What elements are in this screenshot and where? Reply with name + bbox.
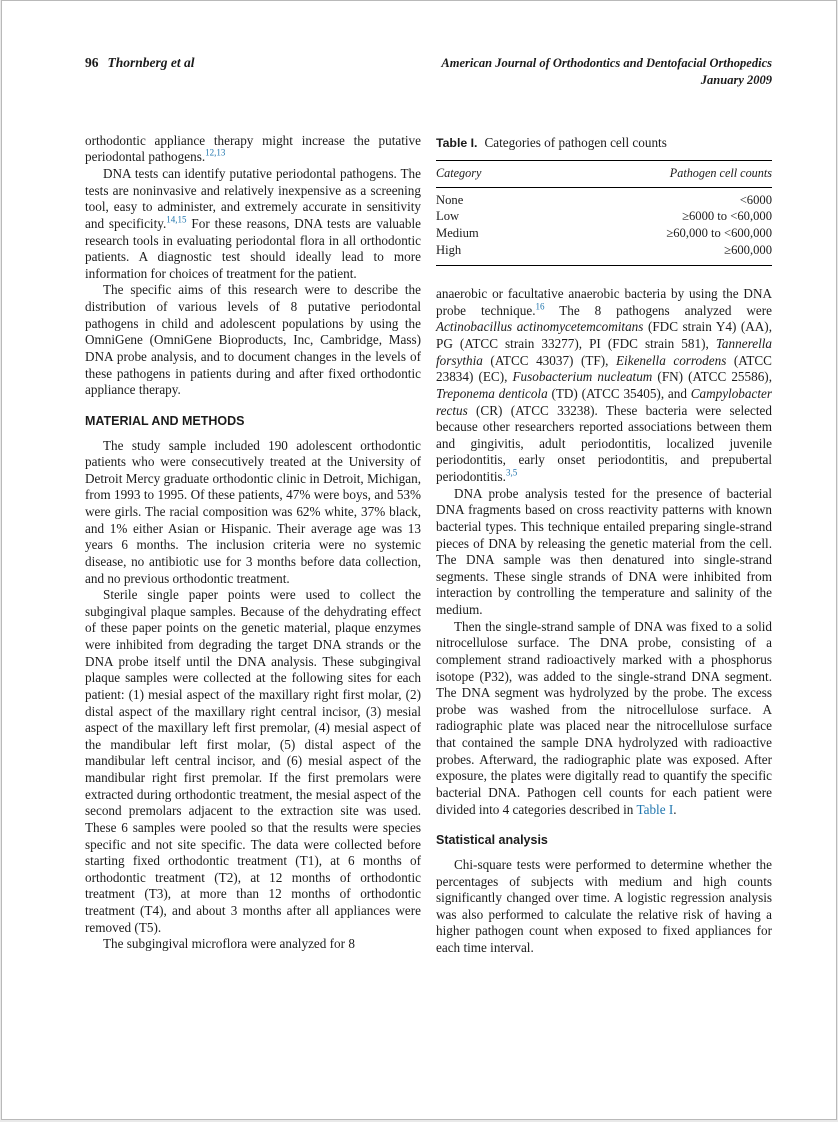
paragraph bbox=[85, 438, 421, 588]
table-cell-count: ≥600,000 bbox=[724, 242, 772, 257]
table-cell-count: ≥6000 to <60,000 bbox=[682, 209, 772, 224]
text-segment: anaerobic or facultative anaerobic bacteria by using the DNA probe technique. bbox=[436, 286, 772, 318]
journal-page bbox=[1, 0, 837, 1120]
citation-refs-12-13[interactable]: 12,13 bbox=[205, 147, 226, 158]
table-cell-category: Medium bbox=[436, 225, 479, 240]
text-segment: (FN) (ATCC 25586), bbox=[652, 369, 772, 385]
table-caption bbox=[436, 135, 772, 152]
text-segment: Campylobacter rectus bbox=[436, 385, 772, 418]
text-segment: Sterile single paper points were used to collect the subgingival plaque samples. Because of the dehydrating effect of these paper points on the genetic material, plaque enzymes were inhibited from degrading the target DNA strands or the DNA probe itself until the DNA analysis. These subgingival plaque samples were collected at the following sites for each patient: (1) mesial aspect of the maxillary right first molar, (2) distal aspect of the maxillary right central incisor, (3) mesial aspect of the maxillary left first premolar, (4) mesial aspect of the mandibular left first molar, (5) distal aspect of the mandibular left central incisor, and (6) mesial aspect of the mandibular right first premolar. If the first premolars were extracted during orthodontic treatment, the mesial aspect of the second premolars adjacent to the extraction site was used. These 6 samples were pooled so that the results were species specific and not site specific. The data were collected before starting fixed orthodontic treatment (T1), at 6 months of orthodontic treatment (T2), at 12 months of orthodontic treatment (T3), at more than 12 months of orthodontic treatment (T4), and about 3 months after all appliances were removed (T5). bbox=[85, 587, 421, 935]
running-authors: Thornberg et al bbox=[107, 55, 195, 70]
text-segment: Chi-square tests were performed to determine whether the percentages of subjects with medium and high counts significantly changed over time. A logistic regression analysis was also performed to calculate the relative risk of having a higher pathogen count when exposed to fixed appliances for each time interval. bbox=[436, 856, 772, 956]
text-segment: DNA probe analysis tested for the presence of bacterial DNA fragments based on cross reactivity patterns with known bacterial types. This technique entailed preparing single-strand pieces of DNA by releasing the genetic material from the cell. The DNA sample was then denatured into single-strand segments. These single strands of DNA were inhibited from interaction by controlling the temperature and salinity of the medium. bbox=[436, 485, 772, 618]
text-segment: Fusobacterium nucleatum bbox=[512, 369, 653, 385]
text-segment: The specific aims of this research were to describe the distribution of various levels of 8 putative periodontal pathogens in child and adolescent populations by using the OmniGene (OmniGene Bioproducts, Inc, Cambridge, Mass) DNA probe analysis, and to document changes in the levels of these pathogens in patients during and after fixed orthodontic appliance therapy. bbox=[85, 282, 421, 398]
two-column-body bbox=[2, 89, 836, 957]
text-segment: orthodontic appliance therapy might increase the putative periodontal pathogens. bbox=[85, 132, 421, 165]
table-row bbox=[436, 208, 772, 225]
table-label: Table I. bbox=[436, 135, 478, 150]
text-segment: The study sample included 190 adolescent orthodontic patients who were consecutively treated at the University of Detroit Mercy graduate orthodontic clinic in Detroit, Michigan, from 1993 to 1995. Of these patients, 47% were boys, and 53% were girls. The racial composition was 62% white, 37% black, and 1% either Asian or Hispanic. Their average age was 13 years 6 months. The inclusion criteria were no systemic disease, no antibiotic use for 3 months before data collection, and no previous orthodontic treatment. bbox=[85, 437, 421, 586]
table-header-row bbox=[436, 161, 772, 187]
text-segment: (FDC strain Y4) (AA), PG (ATCC strain 33277), PI (FDC strain 581), bbox=[436, 319, 772, 352]
left-column bbox=[85, 133, 421, 957]
table-body-frame bbox=[436, 160, 772, 266]
paragraph bbox=[436, 486, 772, 619]
text-segment: The subgingival microflora were analyzed for 8 bbox=[103, 936, 355, 952]
running-head-right bbox=[441, 55, 772, 89]
issue-date: January 2009 bbox=[700, 72, 772, 87]
text-segment: Tannerella forsythia bbox=[436, 336, 772, 368]
citation-ref-16[interactable]: 16 bbox=[535, 301, 545, 312]
table-row bbox=[436, 242, 772, 259]
table-cell-category: None bbox=[436, 192, 464, 207]
table-cell-category: High bbox=[436, 242, 462, 257]
table-1-link[interactable]: Table I bbox=[636, 801, 674, 817]
text-segment: (ATCC 23834) (EC), bbox=[436, 352, 772, 385]
table-row bbox=[436, 225, 772, 242]
paragraph bbox=[436, 857, 772, 957]
text-segment: The 8 pathogens analyzed were bbox=[544, 302, 773, 318]
text-segment: (ATCC 43037) (TF), bbox=[482, 352, 616, 368]
paragraph bbox=[85, 166, 421, 282]
right-column bbox=[436, 133, 772, 957]
paragraph bbox=[436, 286, 772, 486]
citation-refs-14-15[interactable]: 14,15 bbox=[166, 214, 187, 225]
section-heading-statistical-analysis: Statistical analysis bbox=[436, 833, 548, 848]
section-heading-material-and-methods: MATERIAL AND METHODS bbox=[85, 413, 245, 428]
table-title: Categories of pathogen cell counts bbox=[484, 134, 667, 150]
paragraph bbox=[85, 133, 421, 166]
table-1 bbox=[436, 135, 772, 266]
journal-title: American Journal of Orthodontics and Dentofacial Orthopedics bbox=[441, 56, 772, 70]
table-cell-count: ≥60,000 to <600,000 bbox=[666, 225, 772, 240]
page-header bbox=[2, 1, 836, 89]
citation-refs-3-5[interactable]: 3,5 bbox=[505, 467, 518, 478]
text-segment: . bbox=[673, 801, 677, 817]
page-number: 96 bbox=[85, 55, 99, 70]
text-segment: Actinobacillus actinomycetemcomitans bbox=[436, 319, 644, 335]
text-segment: Then the single-strand sample of DNA was fixed to a solid nitrocellulose surface. The DNA probe, consisting of a complement strand radioactively marked with a phosphorus isotope (P32), was added to the single-strand DNA segment. The DNA segment was hydrolyzed by the probe. The excess probe was washed from the nitrocellulose surface. A radiographic plate was placed near the nitrocellulose surface that contained the sample DNA hydrolyzed with radioactive probes. Afterward, the radiographic plate was exposed. After exposure, the plates were digitally read to quantify the specific bacterial DNA. Pathogen cell counts for each patient were divided into 4 categories described in bbox=[436, 618, 772, 817]
table-cell-category: Low bbox=[436, 209, 460, 224]
text-segment: DNA tests can identify putative periodontal pathogens. The tests are noninvasive and relatively inexpensive as a screening tool, easy to administer, and extremely accurate in sensitivity and specificity. bbox=[85, 166, 421, 231]
text-segment: (TD) (ATCC 35405), and bbox=[547, 385, 691, 401]
text-segment: Treponema denticola bbox=[436, 385, 548, 401]
table-row bbox=[436, 192, 772, 209]
table-rows bbox=[436, 188, 772, 265]
text-segment: (CR) (ATCC 33238). These bacteria were selected because other researchers reported associations between them and gingivitis, adult periodontitis, localized juvenile periodontitis, early onset periodontitis, and prepubertal periodontitis. bbox=[436, 402, 772, 485]
paragraph bbox=[85, 587, 421, 936]
table-col-header-counts: Pathogen cell counts bbox=[669, 166, 772, 181]
table-cell-count: <6000 bbox=[739, 192, 772, 207]
running-head-left bbox=[85, 55, 195, 71]
paragraph bbox=[85, 936, 421, 953]
paragraph bbox=[436, 619, 772, 819]
paragraph bbox=[85, 282, 421, 398]
table-col-header-category: Category bbox=[436, 166, 482, 181]
text-segment: Eikenella corrodens bbox=[616, 352, 727, 368]
text-segment: For these reasons, DNA tests are valuable research tools in evaluating periodontal flora in all orthodontic patients. A diagnostic test should ideally lead to more information for choices of treatment for the patient. bbox=[85, 215, 421, 281]
